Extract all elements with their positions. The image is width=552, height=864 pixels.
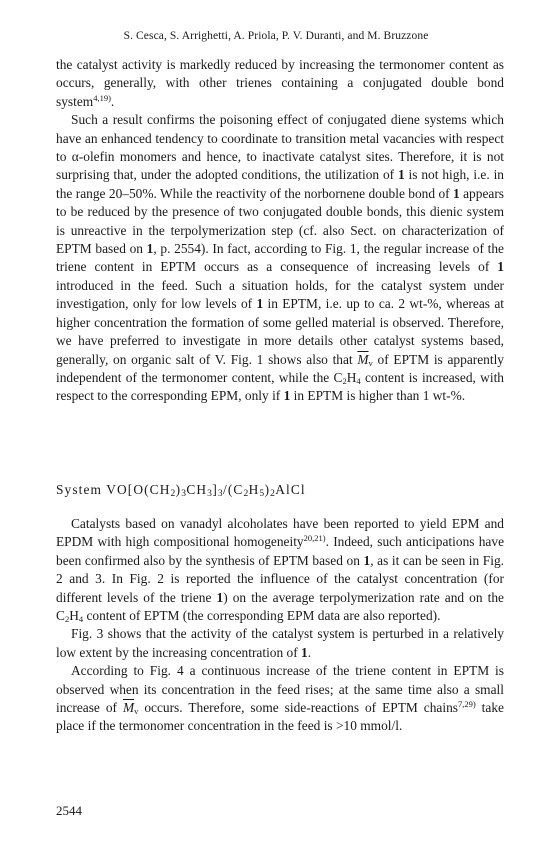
compound-ref: 1 [283, 388, 291, 404]
page-number: 2544 [56, 803, 82, 818]
section-heading: System $VO[O(CH_2)_3CH_3]_3/(C_2H_5)_2AlCl$ [56, 482, 306, 499]
paragraph-fig4: According to Fig. 4 a continuous increase of the triene content in EPTM is observed when its concentration in the feed rises; at the same time also a small increase of $\overline{M}_v$ occurs. Therefore, some side-reactions of EPTM chains$^{7,29)}$ take place if the termonomer concentration in the feed is >10 mmol/l. [56, 663, 504, 734]
paragraph-continued: the catalyst activity is markedly reduced by increasing the termonomer content as occurs, generally, with other trienes containing a conjugated double bond system$^{4,19)}$. [56, 57, 504, 109]
paragraph-poisoning: Such a result confirms the poisoning effect of conjugated diene systems which have an enhanced tendency to coordinate to transition metal vacancies with respect to α-olefin monomers and hence, to inactivate catalyst sites. Therefore, it is not surprising that, under the adopted conditions, the utilization of 1 is not high, i.e. in the range 20–50%. While the reactivity of the norbornene double bond of 1 appears to be reduced by the presence of two conjugated double bonds, this dienic system is unreactive in the terpolymerization step (cf. also Sect. on characterization of EPTM based on 1, p. 2554). In fact, according to Fig. 1, the regular increase of the triene content in EPTM occurs as a consequence of increasing levels of 1 introduced in the feed. Such a situation holds, for the catalyst system under investigation, only for low levels of 1 in EPTM, i.e. up to ca. 2 wt-%, whereas at higher concentration the formation of some gelled material is observed. Therefore, we have preferred to investigate in more details other catalyst systems based, generally, on organic salt of V. Fig. 1 shows also that $\overline{M}_v$ of EPTM is apparently independent of the termonomer content, while the $C_2H_4$ content is increased, with respect to the corresponding EPM, only if 1 in EPTM is higher than 1 wt-%. [56, 112, 504, 404]
compound-ref: 1 [453, 185, 460, 201]
mv-symbol: $\overline{M}$ [122, 700, 135, 716]
citation: 20,21) [303, 533, 326, 544]
body-text-top [56, 56, 504, 406]
compound-ref: 1 [497, 259, 504, 275]
paragraph-vanadyl: Catalysts based on vanadyl alcoholates have been reported to yield EPM and EPDM with high compositional homogeneity$^{20,21)}$. Indeed, such anticipations have been confirmed also by the synthesis of EPTM based on 1, as it can be seen in Fig. 2 and 3. In Fig. 2 is reported the influence of the catalyst concentration (for different levels of the triene 1) on the average terpolymerization rate and on the $C_2H_4$ content of EPTM (the corresponding EPM data are also reported). [56, 516, 505, 625]
mv-symbol: $\overline{M}$ [357, 351, 369, 367]
body-text-bottom [56, 515, 504, 736]
header-authors: S. Cesca, S. Arrighetti, A. Priola, P. V. Duranti, and M. Bruzzone [123, 30, 429, 42]
compound-ref: 1 [146, 241, 154, 257]
compound-ref: 1 [256, 296, 264, 312]
citation: 7,29) [458, 699, 476, 710]
compound-ref: 1 [397, 167, 405, 183]
paragraph-fig3: Fig. 3 shows that the activity of the catalyst system is perturbed in a relatively low extent by the increasing concentration of 1. [56, 626, 504, 660]
compound-ref: 1 [216, 589, 224, 605]
citation: 4,19) [93, 92, 111, 103]
running-header [0, 30, 552, 42]
compound-ref: 1 [363, 552, 371, 568]
compound-ref: 1 [301, 644, 308, 660]
